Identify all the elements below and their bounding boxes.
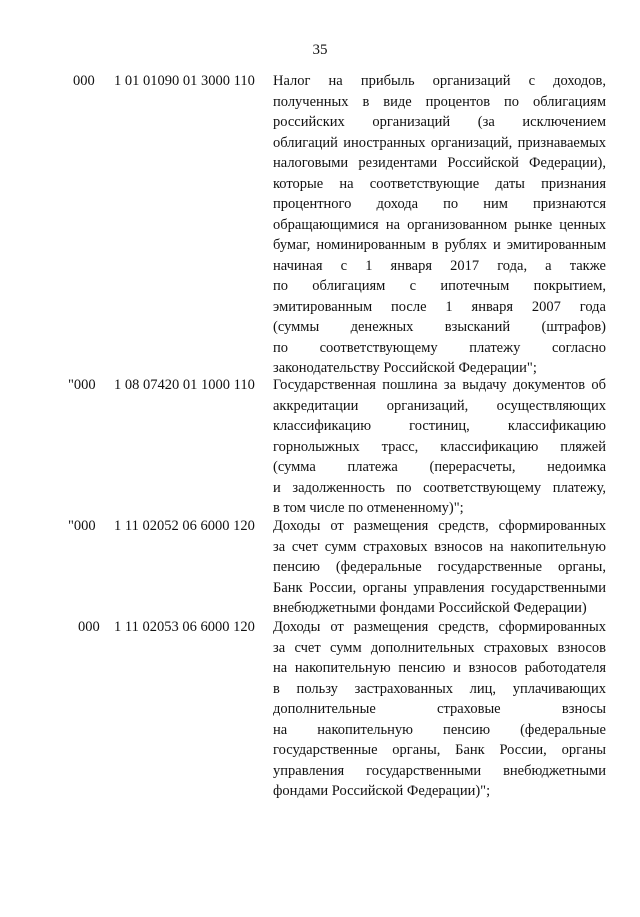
description-line: Доходы от размещения средств, сформированных [273, 619, 606, 635]
revenue-description [273, 375, 606, 519]
description-line: по облигациям с ипотечным покрытием, [273, 278, 606, 294]
description-line: на накопительную пенсию и взносов работодателя [273, 660, 606, 676]
description-line: за счет сумм дополнительных страховых взносов [273, 639, 606, 656]
admin-code: "000 [68, 377, 96, 393]
description-line: горнолыжных трасс, классификацию пляжей [273, 438, 606, 455]
revenue-description [273, 617, 606, 802]
description-line: бумаг, номинированным в рублях и эмитированным [273, 237, 606, 253]
description-line: аккредитации организаций, осуществляющих [273, 397, 606, 414]
description-line: которые на соответствующие даты признания [273, 175, 606, 192]
classification-code: 1 08 07420 01 1000 110 [114, 377, 255, 393]
admin-code: 000 [73, 73, 95, 89]
classification-code: 1 01 01090 01 3000 110 [114, 73, 255, 89]
description-line: управления государственными внебюджетными [273, 762, 606, 779]
description-line: налоговыми резидентами Российской Федерации), [273, 155, 606, 171]
description-line: фондами Российской Федерации)"; [273, 783, 491, 799]
description-line: по соответствующему платежу согласно [273, 339, 606, 356]
classification-code: 1 11 02053 06 6000 120 [114, 619, 255, 635]
description-line: внебюджетными фондами Российской Федерации) [273, 600, 587, 616]
description-line: обращающимися на организованном рынке ценных [273, 216, 606, 233]
description-line: Доходы от размещения средств, сформированных [273, 518, 606, 534]
admin-code: 000 [78, 619, 100, 635]
description-line: Налог на прибыль организаций с доходов, [273, 73, 606, 89]
description-line: полученных в виде процентов по облигациям [273, 93, 606, 110]
description-line: (суммы денежных взысканий (штрафов) [273, 319, 606, 335]
description-line: на накопительную пенсию (федеральные [273, 721, 606, 738]
description-line: в пользу застрахованных лиц, уплачивающих [273, 680, 606, 697]
description-line: законодательству Российской Федерации"; [273, 360, 537, 376]
description-line: классификацию гостиниц, классификацию [273, 418, 606, 434]
description-line: в том числе по отмененному)"; [273, 500, 464, 516]
description-line: Банк России, органы управления государственными [273, 579, 606, 596]
description-line: государственные органы, Банк России, органы [273, 742, 606, 758]
description-line: начиная с 1 января 2017 года, а также [273, 257, 606, 274]
revenue-description [273, 516, 606, 619]
revenue-description [273, 71, 606, 379]
admin-code: "000 [68, 518, 96, 534]
classification-code: 1 11 02052 06 6000 120 [114, 518, 255, 534]
description-line: пенсию (федеральные государственные органы, [273, 559, 606, 575]
page-number: 35 [312, 42, 328, 58]
description-line: эмитированным после 1 января 2007 года [273, 298, 606, 315]
description-line: дополнительные страховые взносы [273, 701, 606, 717]
description-line: процентного дохода по ним признаются [273, 196, 606, 212]
description-line: российских организаций (за исключением [273, 114, 606, 130]
description-line: за счет сумм страховых взносов на накопительную [273, 538, 606, 555]
description-line: облигаций иностранных организаций, признаваемых [273, 134, 606, 151]
description-line: (сумма платежа (перерасчеты, недоимка [273, 459, 606, 475]
description-line: Государственная пошлина за выдачу документов об [273, 377, 606, 393]
description-line: и задолженность по соответствующему платежу, [273, 479, 606, 496]
